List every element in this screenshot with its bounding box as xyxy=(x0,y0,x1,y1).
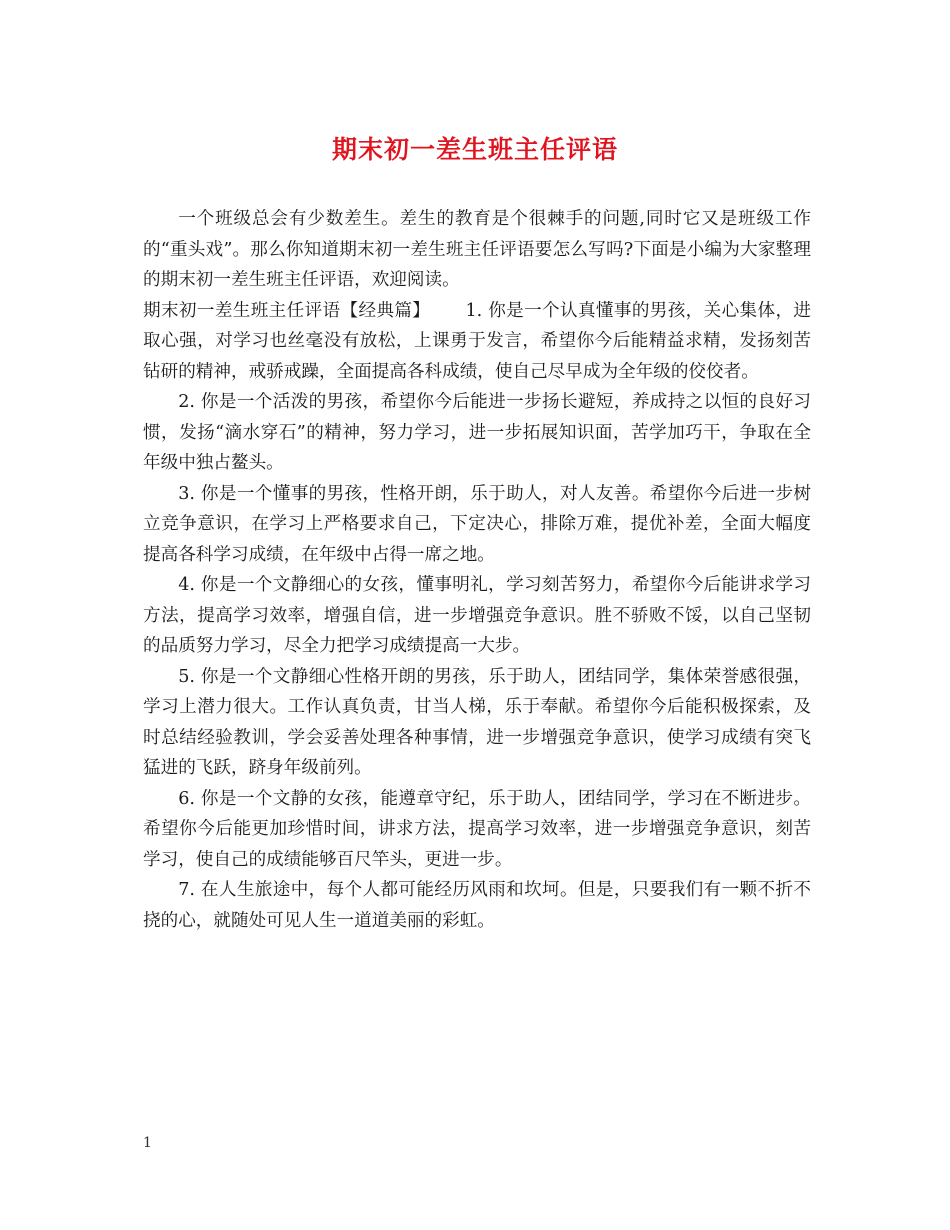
intro-paragraph: 一个班级总会有少数差生。差生的教育是个很棘手的问题,同时它又是班级工作的“重头戏”。那么你知道期末初一差生班主任评语要怎么写吗?下面是小编为大家整理的期末初一差生班主任评语，欢迎阅读。 xyxy=(143,209,811,290)
section-heading-paragraph xyxy=(143,296,811,388)
comment-4: 4. 你是一个文静细心的女孩，懂事明礼，学习刻苦努力，希望你今后能讲求学习方法，提高学习效率，增强自信，进一步增强竞争意识。胜不骄败不馁，以自己坚韧的品质努力学习，尽全力把学习成绩提高一大步。 xyxy=(143,575,811,656)
comment-7: 7. 在人生旅途中，每个人都可能经历风雨和坎坷。但是，只要我们有一颗不折不挠的心，就随处可见人生一道道美丽的彩虹。 xyxy=(143,880,811,931)
document-body xyxy=(143,204,811,936)
comment-3: 3. 你是一个懂事的男孩，性格开朗，乐于助人，对人友善。希望你今后进一步树立竞争意识，在学习上严格要求自己，下定决心，排除万难，提优补差，全面大幅度提高各科学习成绩，在年级中占得一席之地。 xyxy=(143,483,811,565)
page-number: 1 xyxy=(143,1135,152,1151)
comment-6: 6. 你是一个文静的女孩，能遵章守纪，乐于助人，团结同学，学习在不断进步。希望你今后能更加珍惜时间，讲求方法，提高学习效率，进一步增强竞争意识，刻苦学习，使自己的成绩能够百尺竿头，更进一步。 xyxy=(143,788,811,870)
comment-1: 1. 你是一个认真懂事的男孩，关心集体，进取心强，对学习也丝毫没有放松，上课勇于发言，希望你今后能精益求精，发扬刻苦钻研的精神，戒骄戒躁，全面提高各科成绩，使自己尽早成为全年级的佼佼者。 xyxy=(143,300,811,382)
section-heading: 期末初一差生班主任评语【经典篇】 xyxy=(143,300,431,321)
comment-2: 2. 你是一个活泼的男孩，希望你今后能进一步扬长避短，养成持之以恒的良好习惯，发扬“滴水穿石”的精神，努力学习，进一步拓展知识面，苦学加巧干，争取在全年级中独占鳌头。 xyxy=(143,392,811,473)
comment-5: 5. 你是一个文静细心性格开朗的男孩，乐于助人，团结同学，集体荣誉感很强，学习上潜力很大。工作认真负责，甘当人梯，乐于奉献。希望你今后能积极探索，及时总结经验教训，学会妥善处理各种事情，进一步增强竞争意识，使学习成绩有突飞猛进的飞跃，跻身年级前列。 xyxy=(143,666,811,778)
document-title: 期末初一差生班主任评语 xyxy=(331,135,618,164)
